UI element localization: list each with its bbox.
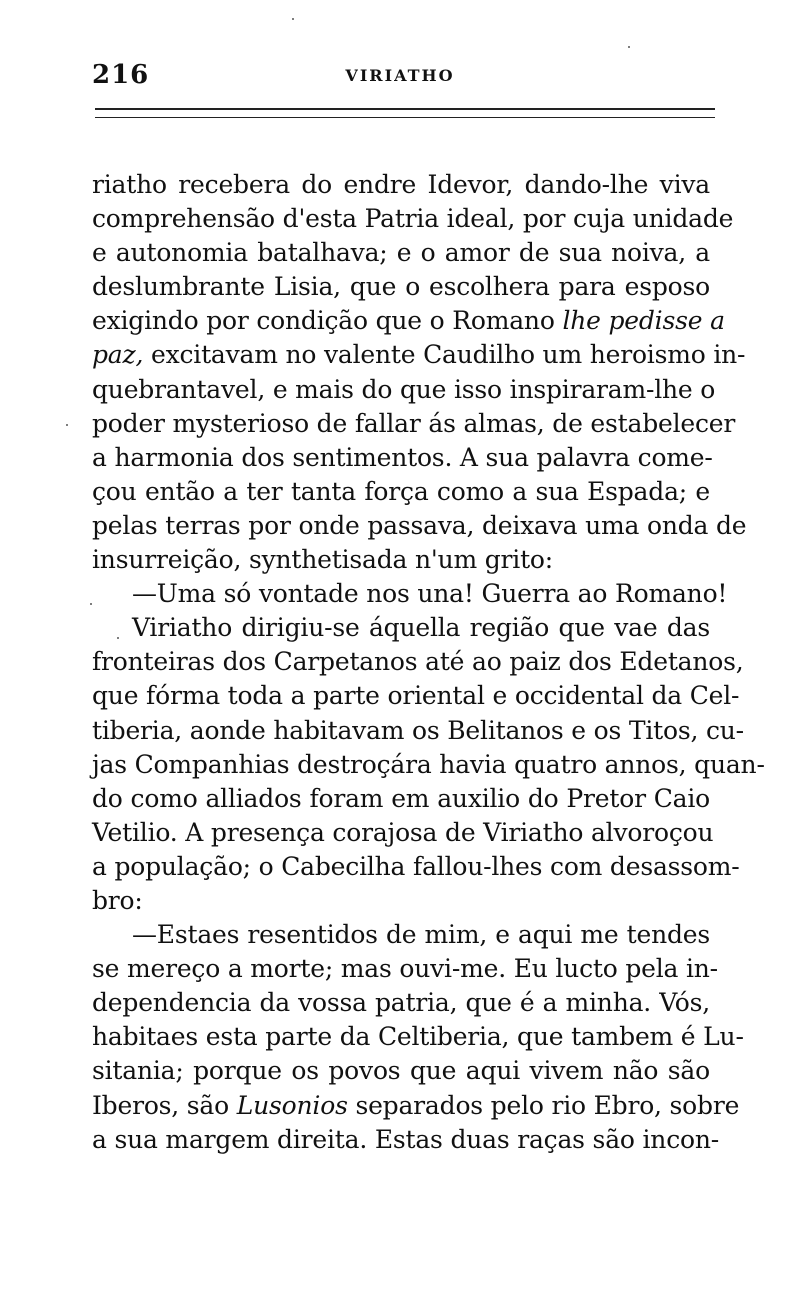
print-speck bbox=[628, 46, 630, 48]
text-line bbox=[92, 304, 725, 338]
body-text bbox=[92, 168, 765, 1157]
text-line bbox=[92, 338, 746, 372]
text-run: separados pelo rio Ebro, sobre bbox=[347, 1090, 740, 1120]
text-line: —Estaes resentidos de mim, e aqui me tendes bbox=[132, 920, 710, 950]
text-line: Viriatho dirigiu-se áquella região que vae das bbox=[132, 613, 710, 643]
text-line bbox=[92, 1089, 740, 1123]
text-line: habitaes esta parte da Celtiberia, que tambem é Lu- bbox=[92, 1022, 744, 1052]
print-speck bbox=[292, 18, 294, 20]
text-line: a sua margem direita. Estas duas raças são incon- bbox=[92, 1124, 719, 1154]
print-speck bbox=[66, 424, 68, 426]
text-line: deslumbrante Lisia, que o escolhera para esposo bbox=[92, 272, 710, 302]
text-line: riatho recebera do endre Idevor, dando-lhe viva bbox=[92, 170, 710, 199]
italic-run: paz, bbox=[92, 340, 144, 370]
text-line: tiberia, aonde habitavam os Belitanos e os Titos, cu- bbox=[92, 715, 744, 745]
text-line: —Uma só vontade nos una! Guerra ao Romano! bbox=[132, 579, 728, 609]
text-line: e autonomia batalhava; e o amor de sua noiva, a bbox=[92, 238, 710, 268]
text-line: sitania; porque os povos que aqui vivem não são bbox=[92, 1056, 710, 1086]
text-line: bro: bbox=[92, 885, 143, 915]
text-run: Iberos, são bbox=[92, 1090, 237, 1120]
header-rule-thin bbox=[95, 117, 715, 118]
text-line: que fórma toda a parte oriental e occidental da Cel- bbox=[92, 681, 740, 711]
text-line: fronteiras dos Carpetanos até ao paiz dos Edetanos, bbox=[92, 647, 744, 677]
italic-run: lhe pedisse a bbox=[562, 306, 725, 336]
running-title: VIRIATHO bbox=[345, 66, 455, 85]
text-run: exigindo por condição que o Romano bbox=[92, 306, 563, 336]
text-line: dependencia da vossa patria, que é a minha. Vós, bbox=[92, 988, 710, 1018]
text-line: çou então a ter tanta força como a sua Espada; e bbox=[92, 476, 710, 506]
text-line: pelas terras por onde passava, deixava uma onda de bbox=[92, 510, 747, 540]
text-line: insurreição, synthetisada n'um grito: bbox=[92, 545, 553, 575]
text-line: se mereço a morte; mas ouvi-me. Eu lucto pela in- bbox=[92, 954, 718, 984]
text-line: a harmonia dos sentimentos. A sua palavra come- bbox=[92, 442, 713, 472]
running-head bbox=[92, 60, 708, 94]
text-line: comprehensão d'esta Patria ideal, por cuja unidade bbox=[92, 204, 734, 234]
text-line: jas Companhias destroçára havia quatro annos, quan- bbox=[92, 749, 765, 779]
page-number: 216 bbox=[92, 60, 150, 90]
header-rule-thick bbox=[95, 108, 715, 110]
text-line: quebrantavel, e mais do que isso inspiraram-lhe o bbox=[92, 374, 716, 404]
text-line: poder mysterioso de fallar ás almas, de estabelecer bbox=[92, 408, 736, 438]
italic-run: Lusonios bbox=[236, 1090, 348, 1120]
text-run: excitavam no valente Caudilho um heroismo in- bbox=[143, 340, 746, 370]
text-line: a população; o Cabecilha fallou-lhes com desassom- bbox=[92, 851, 740, 881]
text-line: Vetilio. A presença corajosa de Viriatho alvoroçou bbox=[92, 817, 714, 847]
print-speck bbox=[90, 603, 92, 605]
print-speck bbox=[117, 637, 119, 639]
text-line: do como alliados foram em auxilio do Pretor Caio bbox=[92, 783, 710, 813]
